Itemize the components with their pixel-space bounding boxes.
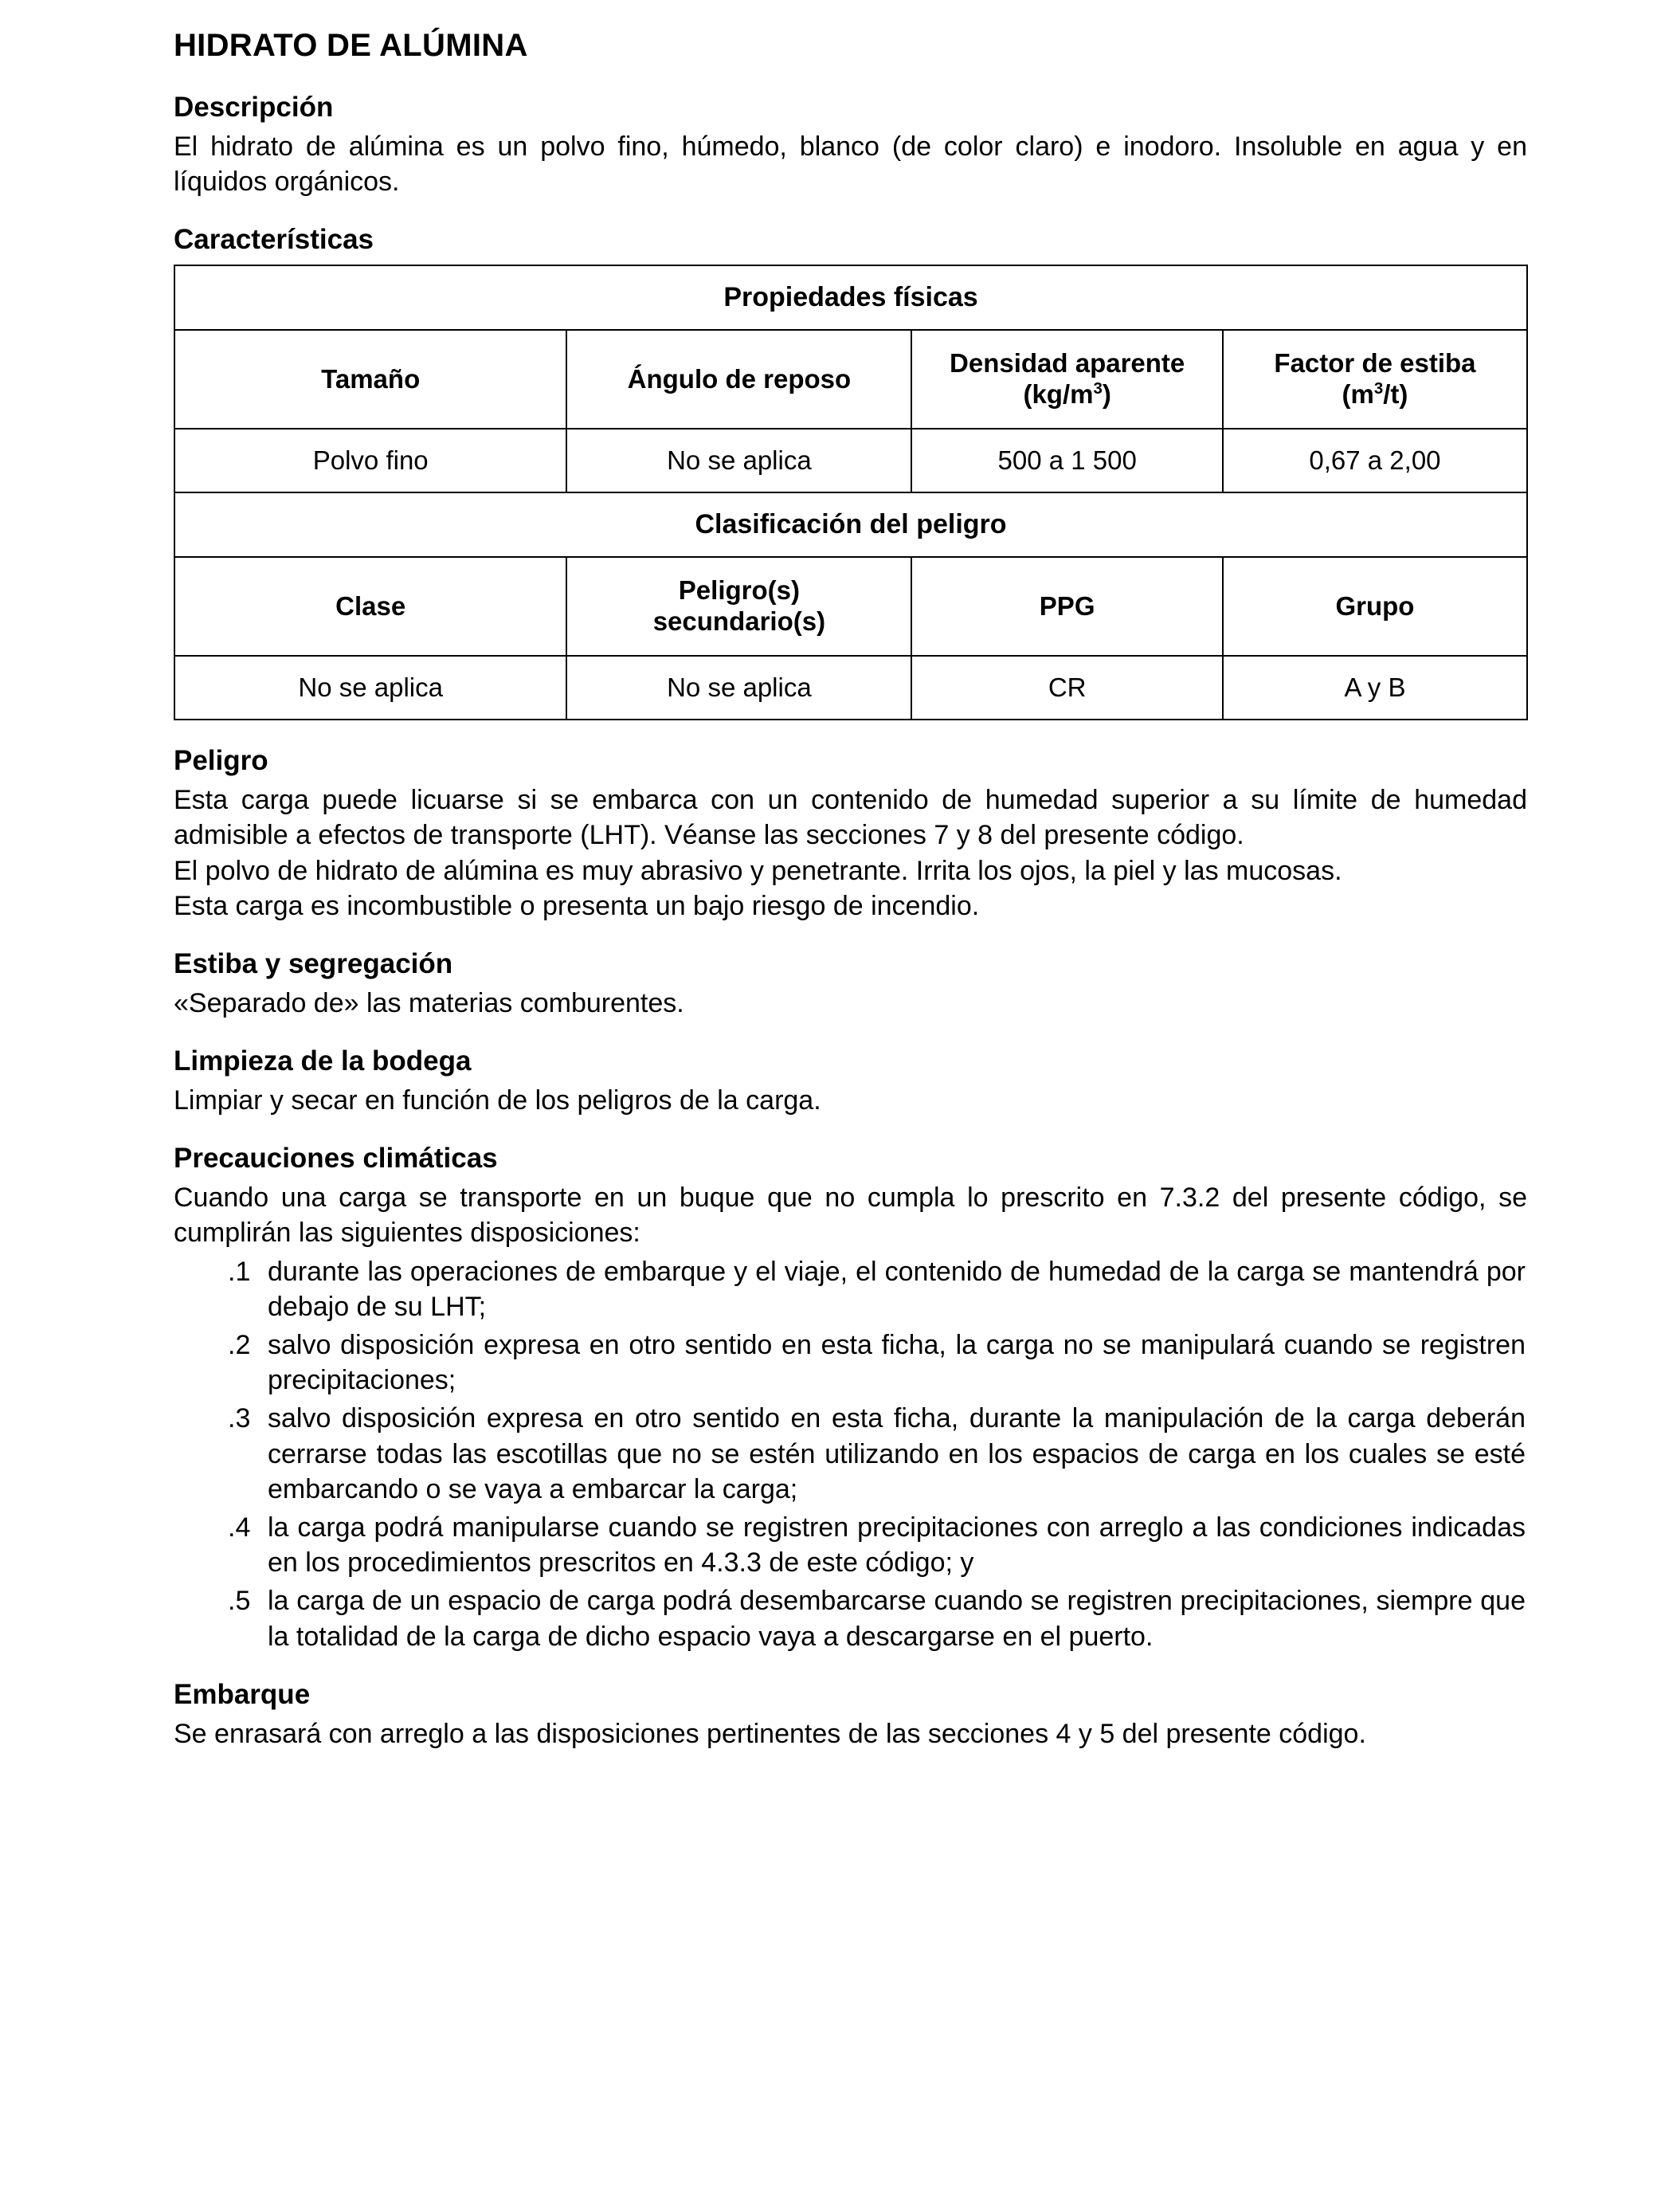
- unit-prefix: (m: [1342, 379, 1374, 410]
- section-embarque: [174, 1678, 1527, 1751]
- list-item: [174, 1254, 1527, 1324]
- header-ppg: PPG: [911, 557, 1223, 656]
- value-tamano: Polvo fino: [174, 429, 566, 492]
- list-item-marker: .3: [228, 1403, 251, 1434]
- list-item-text: la carga podrá manipularse cuando se registren precipitaciones con arreglo a las condiciones indicadas en los procedimientos prescritos en 4.3.3 de este código; y: [268, 1512, 1526, 1579]
- table-row-physical-headers: [174, 330, 1527, 429]
- list-item-marker: .1: [228, 1256, 251, 1287]
- unit-exponent: 3: [1373, 379, 1384, 398]
- paragraph-peligro-3: Esta carga es incombustible o presenta un bajo riesgo de incendio.: [174, 890, 980, 921]
- header-peligro-secundario: [566, 557, 911, 656]
- unit-exponent: 3: [1093, 379, 1103, 398]
- paragraph-descripcion: El hidrato de alúmina es un polvo fino, húmedo, blanco (de color claro) e inodoro. Insoluble en agua y en líquidos orgánicos.: [174, 131, 1527, 198]
- header-angulo-reposo: Ángulo de reposo: [566, 330, 911, 429]
- paragraph-embarque: Se enrasará con arreglo a las disposiciones pertinentes de las secciones 4 y 5 del presente código.: [174, 1718, 1366, 1749]
- table-row-physical-values: [174, 429, 1527, 492]
- paragraph-limpieza-bodega: Limpiar y secar en función de los peligros de la carga.: [174, 1085, 821, 1116]
- header-grupo: Grupo: [1223, 557, 1527, 656]
- heading-descripcion: Descripción: [174, 92, 334, 123]
- page-title: HIDRATO DE ALÚMINA: [174, 28, 528, 63]
- table-row-hazard-headers: [174, 557, 1527, 656]
- section-estiba-segregacion: [174, 947, 1527, 1021]
- band-hazard-classification: Clasificación del peligro: [174, 492, 1527, 557]
- heading-limpieza-bodega: Limpieza de la bodega: [174, 1045, 472, 1077]
- header-estiba-label: Factor de estiba: [1274, 348, 1476, 378]
- value-ppg: CR: [911, 656, 1223, 720]
- header-densidad-label: Densidad aparente: [950, 348, 1185, 378]
- unit-prefix: (kg/m: [1023, 379, 1094, 410]
- list-item-marker: .5: [228, 1586, 251, 1617]
- paragraph-precauciones-intro: Cuando una carga se transporte en un buque que no cumpla lo prescrito en 7.3.2 del presente código, se cumplirán las siguientes disposiciones:: [174, 1182, 1527, 1249]
- list-item-marker: .4: [228, 1512, 251, 1543]
- list-item-text: salvo disposición expresa en otro sentido en esta ficha, la carga no se manipulará cuando se registren precipitaciones;: [268, 1330, 1526, 1396]
- list-item: [174, 1583, 1527, 1653]
- list-item-text: la carga de un espacio de carga podrá desembarcarse cuando se registren precipitaciones, siempre que la totalidad de la carga de dicho espacio vaya a descargarse en el puerto.: [268, 1586, 1526, 1652]
- band-physical-properties: Propiedades físicas: [174, 265, 1527, 330]
- table-row-hazard-values: [174, 656, 1527, 720]
- list-item-text: durante las operaciones de embarque y el viaje, el contenido de humedad de la carga se mantendrá por debajo de su LHT;: [268, 1256, 1526, 1322]
- unit-suffix: ): [1102, 379, 1111, 410]
- heading-caracteristicas: Características: [174, 224, 374, 256]
- list-item-marker: .2: [228, 1330, 251, 1360]
- value-grupo: A y B: [1223, 656, 1527, 720]
- value-angulo-reposo: No se aplica: [566, 429, 911, 492]
- list-item: [174, 1510, 1527, 1580]
- paragraph-peligro-1: Esta carga puede licuarse si se embarca con un contenido de humedad superior a su límite de humedad admisible a efectos de transporte (LHT). Véanse las secciones 7 y 8 del presente código.: [174, 785, 1527, 851]
- section-peligro: [174, 744, 1527, 924]
- section-caracteristicas: [174, 223, 1527, 720]
- paragraph-peligro-2: El polvo de hidrato de alúmina es muy abrasivo y penetrante. Irrita los ojos, la piel y las mucosas.: [174, 855, 1342, 886]
- value-factor-estiba: 0,67 a 2,00: [1223, 429, 1527, 492]
- precauciones-list: [174, 1254, 1527, 1654]
- section-limpieza-bodega: [174, 1045, 1527, 1118]
- value-densidad-aparente: 500 a 1 500: [911, 429, 1223, 492]
- heading-estiba-segregacion: Estiba y segregación: [174, 947, 453, 979]
- unit-suffix: /t): [1383, 379, 1408, 410]
- header-factor-estiba: [1223, 330, 1527, 429]
- header-densidad-unit: [1023, 379, 1110, 409]
- header-estiba-unit: [1342, 379, 1408, 409]
- list-item-text: salvo disposición expresa en otro sentido en esta ficha, durante la manipulación de la carga deberán cerrarse todas las escotillas que no se estén utilizando en los espacios de carga en los cuales se esté embarcando o se vaya a embarcar la carga;: [268, 1403, 1526, 1504]
- header-peligro-line2: secundario(s): [652, 606, 826, 637]
- table-row-physical-band: [174, 265, 1527, 330]
- heading-embarque: Embarque: [174, 1678, 311, 1710]
- heading-precauciones-climaticas: Precauciones climáticas: [174, 1143, 498, 1175]
- list-item: [174, 1328, 1527, 1398]
- heading-peligro: Peligro: [174, 745, 268, 777]
- section-precauciones-climaticas: [174, 1142, 1527, 1653]
- paragraph-estiba-segregacion: «Separado de» las materias comburentes.: [174, 987, 684, 1018]
- header-densidad-aparente: [911, 330, 1223, 429]
- header-clase: Clase: [174, 557, 566, 656]
- value-clase: No se aplica: [174, 656, 566, 720]
- table-row-hazard-band: [174, 492, 1527, 557]
- properties-table: [174, 265, 1528, 720]
- list-item: [174, 1401, 1527, 1507]
- section-descripcion: [174, 91, 1527, 199]
- value-peligro-secundario: No se aplica: [566, 656, 911, 720]
- header-tamano: Tamaño: [174, 330, 566, 429]
- header-peligro-line1: Peligro(s): [678, 575, 800, 606]
